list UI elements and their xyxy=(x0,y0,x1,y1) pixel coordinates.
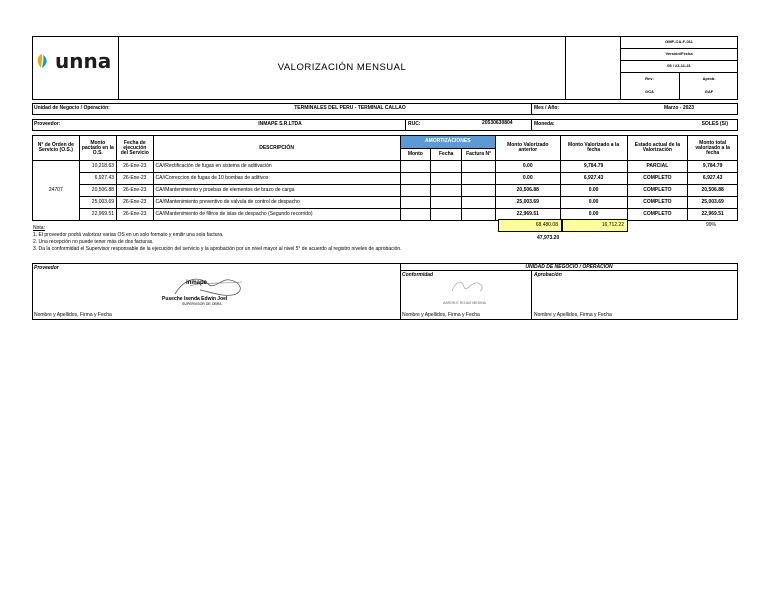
row-actual: 6,927.43 xyxy=(560,173,627,185)
row-monto: 25,003.69 xyxy=(79,197,116,209)
header-descripcion: DESCRIPCIÓN xyxy=(153,136,400,161)
conformidad-name: AARON E ROJAS MEDINA xyxy=(443,301,486,305)
row-monto: 22,969.51 xyxy=(79,209,116,221)
firma-label-aprobacion: Nombre y Apellidos, Firma y Fecha xyxy=(534,312,612,318)
row-amort-fecha xyxy=(431,209,462,221)
stamp-name: Puseche Isenda Edwin Joel xyxy=(162,296,228,302)
row-fecha: 26-Ene-23 xyxy=(117,197,153,209)
row-amort-fecha xyxy=(431,173,462,185)
row-anterior: 25,003.69 xyxy=(495,197,560,209)
row-amort-fecha xyxy=(431,161,462,173)
row-total: 20,506.88 xyxy=(688,185,738,197)
doc-code: GMP-CA-F-011 xyxy=(665,39,693,44)
table-row xyxy=(33,173,738,185)
row-anterior: 0.00 xyxy=(495,173,560,185)
row-descripcion: CA//Rectificación de fugas en sistema de aditivación xyxy=(153,161,400,173)
table-row xyxy=(33,161,738,173)
table-row xyxy=(33,209,738,221)
header-amort-monto: Monto xyxy=(400,148,430,161)
note-item: 3. Da la conformidad el Supervisor responsable de la ejecución del servicio y la aprobación por un nivel mayor al nivel 5° de acuerdo al registro niveles de aprobación. xyxy=(33,246,402,252)
header-valorizado-anterior: Monto Valorizado anterior xyxy=(495,136,560,161)
row-monto: 20,506.88 xyxy=(79,185,116,197)
logo-text: unna xyxy=(55,49,112,73)
signature-block xyxy=(32,263,738,320)
row-amort-fecha xyxy=(431,185,462,197)
rev-label: Rev: xyxy=(645,76,654,81)
unidad-value: TERMINALES DEL PERU - TERMINAL CALLAO xyxy=(294,105,406,111)
note-item: 2. Una recepción no puede tener más de dos facturas. xyxy=(33,239,154,245)
percent-total: 99% xyxy=(706,222,717,228)
header-fecha: Fecha de ejecución del Servicio xyxy=(117,136,153,161)
header-total: Monto total valorizado a la fecha xyxy=(688,136,738,161)
mes-value: Marzo - 2023 xyxy=(663,105,694,111)
row-amort-monto xyxy=(400,173,430,185)
info-divider-ruc xyxy=(405,119,406,131)
firma-label-proveedor: Nombre y Apellidos, Firma y Fecha xyxy=(34,312,112,318)
sig-proveedor-label: Proveedor xyxy=(34,265,59,271)
row-estado: PARCIAL xyxy=(627,161,688,173)
row-anterior: 20,506.88 xyxy=(495,185,560,197)
row-descripcion: CA//Mantenimiento y pruebas de elementos de brazo de carga xyxy=(153,185,400,197)
sig-vdivider-1 xyxy=(400,263,401,320)
row-total: 22,969.51 xyxy=(688,209,738,221)
header-code-line-2 xyxy=(620,60,738,61)
sig-unidad-label: UNIDAD DE NEGOCIO / OPERACIÓN xyxy=(525,264,613,270)
row-anterior: 22,969.51 xyxy=(495,209,560,221)
row-actual: 0.00 xyxy=(560,185,627,197)
row-total: 25,003.69 xyxy=(688,197,738,209)
row-estado: COMPLETO xyxy=(627,173,688,185)
row-estado: COMPLETO xyxy=(627,197,688,209)
notes-title: Nota: xyxy=(33,225,45,231)
header-estado: Estado actual de la Valorización xyxy=(627,136,688,161)
row-descripcion: CA//Mantenimiento preventivo de valvula de control de despacho xyxy=(153,197,400,209)
version-value: 05 / 23-11-21 xyxy=(667,63,691,68)
row-anterior: 0.00 xyxy=(495,161,560,173)
row-amort-factura xyxy=(462,197,495,209)
sig-vdivider-2 xyxy=(531,270,532,320)
row-fecha: 26-Ene-23 xyxy=(117,161,153,173)
header-os: N° de Orden de Servicio (O.S.) xyxy=(33,136,80,161)
version-label: Versión/Fecha xyxy=(665,51,693,56)
aprob-value: GAF xyxy=(704,89,714,94)
info-divider-mes xyxy=(531,103,532,115)
unidad-label: Unidad de Negocio / Operación: xyxy=(34,105,110,111)
row-amort-factura xyxy=(462,209,495,221)
subtotal: 47,973.20 xyxy=(537,235,560,241)
row-estado: COMPLETO xyxy=(627,209,688,221)
company-logo xyxy=(33,49,111,73)
header-code-line-1 xyxy=(620,48,738,49)
proveedor-value: INMAPE S.R.LTDA xyxy=(258,121,302,127)
row-fecha: 26-Ene-23 xyxy=(117,209,153,221)
os-number: 24707 xyxy=(33,161,80,221)
row-amort-monto xyxy=(400,209,430,221)
aprob-label: Aprob: xyxy=(702,76,716,81)
row-fecha: 26-Ene-23 xyxy=(117,173,153,185)
ruc-label: RUC: xyxy=(408,121,421,127)
proveedor-label: Proveedor: xyxy=(34,121,61,127)
sum-anterior: 68,480.08 xyxy=(535,222,558,228)
table-row xyxy=(33,197,738,209)
header-amortizaciones: AMORTIZACIONES xyxy=(400,136,495,149)
moneda-value: SOLES (S/) xyxy=(701,121,728,127)
row-actual: 0.00 xyxy=(560,209,627,221)
row-actual: 0.00 xyxy=(560,197,627,209)
unna-leaf-icon xyxy=(33,52,51,70)
header-monto-pactado: Monto pactado en la O.S. xyxy=(79,136,116,161)
page-title: VALORIZACIÓN MENSUAL xyxy=(277,62,407,73)
row-estado: COMPLETO xyxy=(627,185,688,197)
header-amort-factura: Factura N° xyxy=(462,148,495,161)
sig-hdivider xyxy=(400,270,738,271)
row-monto: 6,927.43 xyxy=(79,173,116,185)
ruc-value: 20530630804 xyxy=(482,120,513,126)
row-fecha: 26-Ene-23 xyxy=(117,185,153,197)
row-amort-monto xyxy=(400,185,430,197)
row-total: 9,784.79 xyxy=(688,161,738,173)
conformidad-signature-scribble xyxy=(448,277,488,295)
row-monto: 10,218.63 xyxy=(79,161,116,173)
row-descripcion: CA//Correccion de fugas de 10 bombas de aditivos xyxy=(153,173,400,185)
note-item: 1. El proveedor podrá valorizar varias OS en un solo formato y emitir una sola factura. xyxy=(33,232,224,238)
table-row xyxy=(33,185,738,197)
row-descripcion: CA//Mantenimiento de filtros de islas de despacho (Segundo recorrido) xyxy=(153,209,400,221)
header-amort-fecha: Fecha xyxy=(431,148,462,161)
rev-value: GCA xyxy=(645,89,654,94)
sig-aprobacion-label: Aprobación xyxy=(534,272,562,278)
info-divider-moneda xyxy=(531,119,532,131)
info-row-proveedor xyxy=(32,119,738,131)
row-amort-factura xyxy=(462,173,495,185)
header-right-divider xyxy=(565,36,566,100)
firma-label-conformidad: Nombre y Apellidos, Firma y Fecha xyxy=(402,312,480,318)
row-amort-factura xyxy=(462,185,495,197)
row-total: 6,927.43 xyxy=(688,173,738,185)
row-amort-monto xyxy=(400,197,430,209)
sig-conformidad-label: Conformidad xyxy=(402,272,434,278)
stamp-role: SUPERVISOR DE OBRA xyxy=(182,302,222,306)
row-amort-fecha xyxy=(431,197,462,209)
moneda-label: Moneda: xyxy=(534,121,555,127)
header-valorizado-fecha: Monto Valorizado a la fecha xyxy=(560,136,627,161)
mes-label: Mes / Año: xyxy=(534,105,560,111)
row-amort-factura xyxy=(462,161,495,173)
valorizacion-table xyxy=(32,135,738,221)
stamp-company: inmape xyxy=(186,280,208,286)
row-amort-monto xyxy=(400,161,430,173)
row-actual: 9,784.79 xyxy=(560,161,627,173)
sum-actual: 16,712.22 xyxy=(601,222,624,228)
